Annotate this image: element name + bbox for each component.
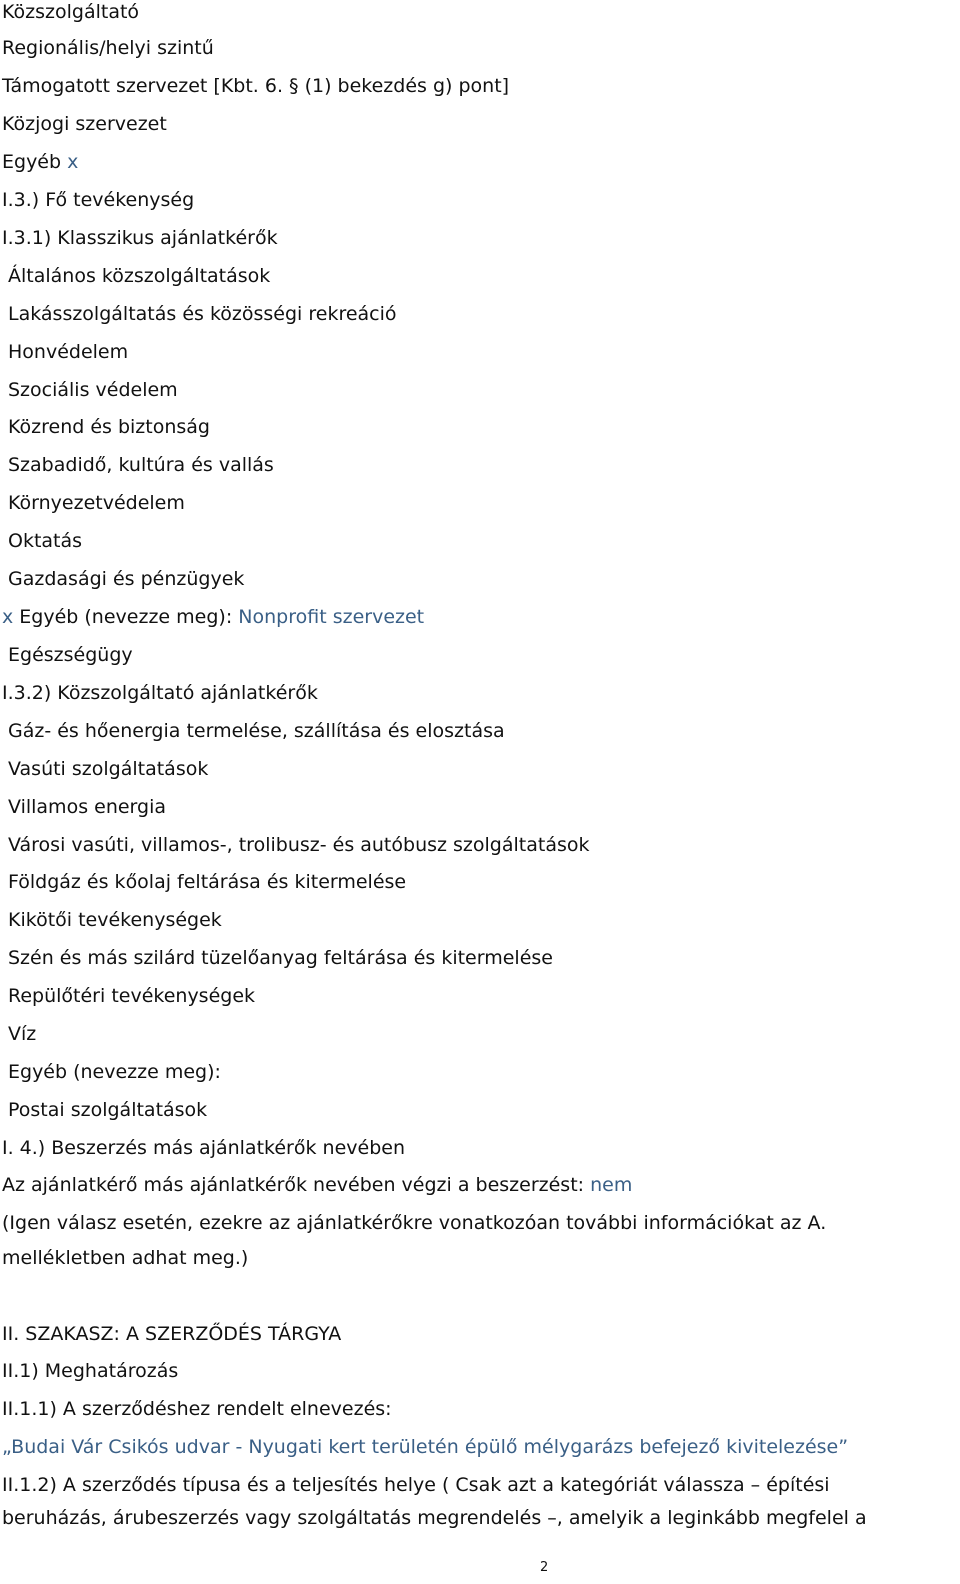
section-heading-ii12: II.1.2) A szerződés típusa és a teljesítés helye ( Csak azt a kategóriát válassza – építési: [2, 1474, 830, 1496]
checkbox-mark: x: [2, 606, 14, 628]
answer-value: nem: [590, 1174, 633, 1196]
utility-item: Repülőtéri tevékenységek: [8, 985, 256, 1007]
section-heading-i3: I.3.) Fő tevékenység: [2, 189, 195, 211]
org-type-item: Támogatott szervezet [Kbt. 6. § (1) bekezdés g) pont]: [2, 75, 510, 97]
utility-item: Szén és más szilárd tüzelőanyag feltárása és kitermelése: [8, 947, 553, 969]
utility-item: Gáz- és hőenergia termelése, szállítása és elosztása: [8, 720, 505, 742]
utility-item: Postai szolgáltatások: [8, 1099, 208, 1121]
activity-item: Szabadidő, kultúra és vallás: [8, 454, 274, 476]
section-heading-i31: I.3.1) Klasszikus ajánlatkérők: [2, 227, 278, 249]
question-text: Az ajánlatkérő más ajánlatkérők nevében végzi a beszerzést:: [2, 1174, 585, 1196]
activity-other: [2, 605, 424, 629]
checkbox-mark: x: [67, 151, 79, 173]
utility-item: Földgáz és kőolaj feltárása és kitermelése: [8, 871, 407, 893]
utility-item: Kikötői tevékenységek: [8, 909, 222, 931]
utility-item: Városi vasúti, villamos-, trolibusz- és autóbusz szolgáltatások: [8, 834, 590, 856]
activity-other-value: Nonprofit szervezet: [238, 606, 425, 628]
activity-item: Gazdasági és pénzügyek: [8, 568, 245, 590]
utility-item: Vasúti szolgáltatások: [8, 758, 209, 780]
section-heading-ii: II. SZAKASZ: A SZERZŐDÉS TÁRGYA: [2, 1323, 342, 1345]
note-line: (Igen válasz esetén, ezekre az ajánlatkérőkre vonatkozóan további információkat az A.: [2, 1212, 827, 1234]
activity-item: Környezetvédelem: [8, 492, 185, 514]
activity-item: Szociális védelem: [8, 379, 178, 401]
activity-item: Egészségügy: [8, 644, 133, 666]
joint-procurement-question: [2, 1173, 632, 1197]
activity-other-label: Egyéb (nevezze meg):: [19, 606, 233, 628]
section-heading-i4: I. 4.) Beszerzés más ajánlatkérők nevében: [2, 1137, 405, 1159]
org-type-item: Regionális/helyi szintű: [2, 37, 214, 59]
section-text-ii12: beruházás, árubeszerzés vagy szolgáltatás megrendelés –, amelyik a leginkább megfelel a: [2, 1507, 867, 1529]
activity-item: Közrend és biztonság: [8, 416, 210, 438]
org-type-item: Közjogi szervezet: [2, 113, 167, 135]
page-number: 2: [540, 1560, 549, 1575]
utility-item: Villamos energia: [8, 796, 167, 818]
activity-item: Oktatás: [8, 530, 83, 552]
contract-name: „Budai Vár Csikós udvar - Nyugati kert területén épülő mélygarázs befejező kivitelezése”: [2, 1436, 849, 1458]
activity-item: Lakásszolgáltatás és közösségi rekreáció: [8, 303, 397, 325]
org-type-other-label: Egyéb: [2, 151, 62, 173]
utility-item: Egyéb (nevezze meg):: [8, 1061, 221, 1083]
section-heading-ii11: II.1.1) A szerződéshez rendelt elnevezés:: [2, 1398, 392, 1420]
org-type-item: Közszolgáltató: [2, 1, 140, 23]
section-heading-i32: I.3.2) Közszolgáltató ajánlatkérők: [2, 682, 318, 704]
activity-item: Honvédelem: [8, 341, 129, 363]
org-type-other: [2, 150, 78, 174]
activity-item: Általános közszolgáltatások: [8, 265, 271, 287]
note-line: mellékletben adhat meg.): [2, 1247, 249, 1269]
section-heading-ii1: II.1) Meghatározás: [2, 1360, 179, 1382]
utility-item: Víz: [8, 1023, 37, 1045]
